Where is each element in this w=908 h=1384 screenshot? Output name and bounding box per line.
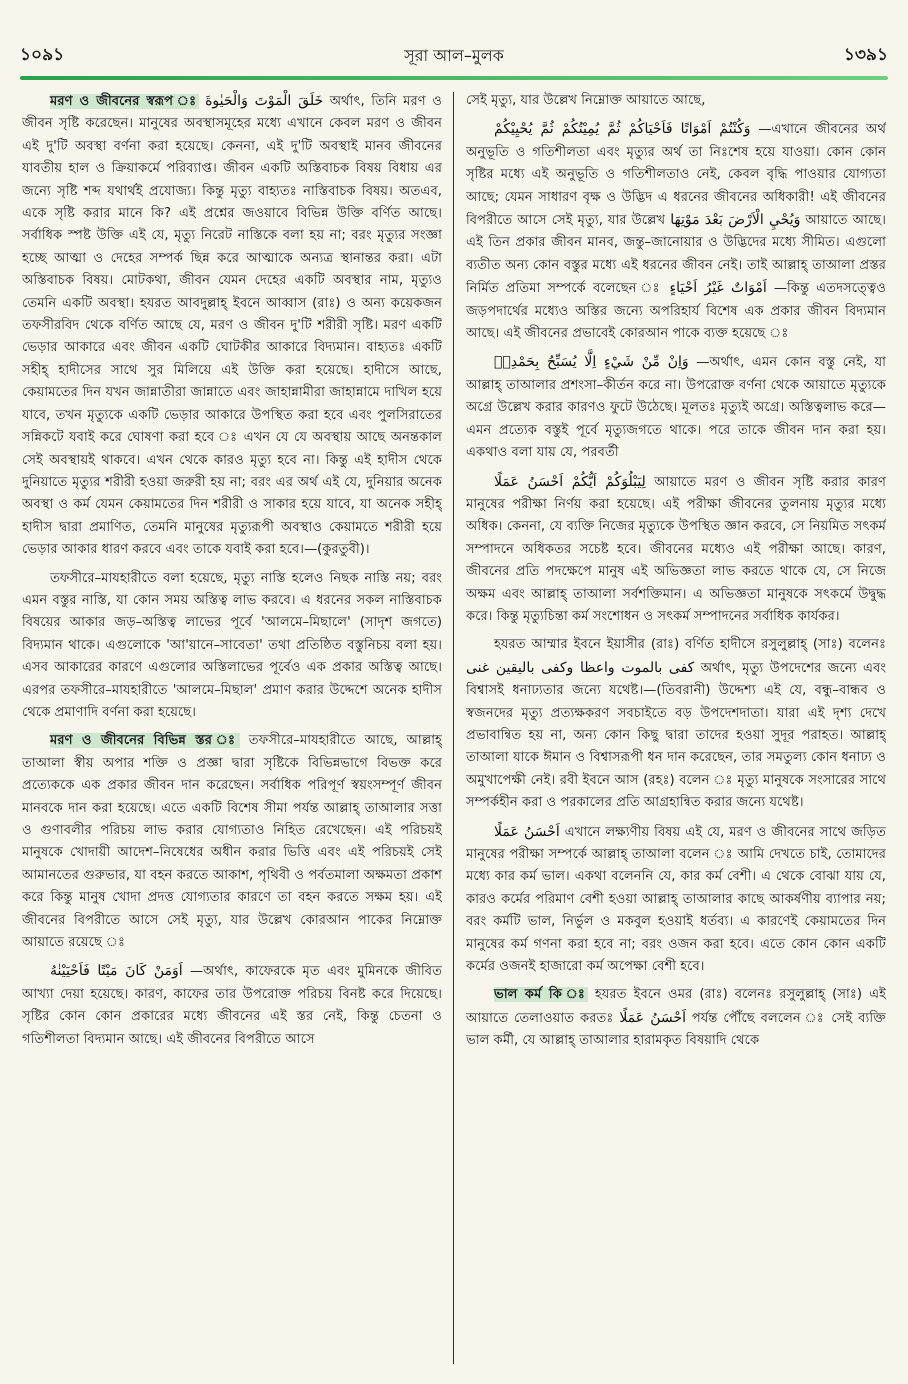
paragraph <box>22 90 442 562</box>
paragraph <box>22 568 442 725</box>
paragraph-text: আয়াতে মরণ ও জীবন সৃষ্টি করার কারণ মানুষের পরীক্ষা নির্ণয় করা হয়েছে। এই পরীক্ষা জীবনের তুলনায় মৃত্যুর মধ্যে অধিক। কেননা, যে ব্যক্তি নিজের মৃত্যুকে উপস্থিত জ্ঞান করবে, সে নিয়মিত সৎকর্ম সম্পাদনে অধিকতর সচেষ্ট হবে। জীবনের মধ্যেও এই পরীক্ষা আছে। কারণ, জীবনের প্রতি পদক্ষেপে মানুষ এই অভিজ্ঞতা লাভ করতে থাকে যে, সে নিজে অক্ষম এবং আল্লাহ্ তাআলা সর্বশক্তিমান। এ অভিজ্ঞতা মানুষকে সৎকর্মে উদ্বুদ্ধ করে। কিন্তু মৃত্যুচিন্তা কর্ম সংশোধন ও সৎকর্ম সম্পাদনের সর্বাধিক কার্যকর। <box>466 474 886 624</box>
paragraph-text: তফসীরে–মাযহারীতে আছে, আল্লাহ্ তাআলা স্বীয় অপার শক্তি ও প্রজ্ঞা দ্বারা সৃষ্টিকে বিভিন্নভাগে বিভক্ত করে প্রত্যেককে এক প্রকার জীবন দান করেছেন। সর্বাধিক পরিপূর্ণ স্বয়ংসম্পূর্ণ জীবন মানবকে দান করা হয়েছে। এতে একটি বিশেষ সীমা পর্যন্ত আল্লাহ্ তাআলার সত্তা ও গুণাবলীর পরিচয় লাভ করার যোগ্যতাও নিহিত রেখেছেন। এই পরিচয়ই মানুষকে খোদায়ী আদেশ–নিষেধের অধীন করার ভিত্তি এবং এই পরিচয়ই সেই আমানতের গুরুভার, যা বহন করতে আকাশ, পৃথিবী ও পর্বতমালা অক্ষমতা প্রকাশ করে কিন্তু মানুষ খোদা প্রদত্ত যোগ্যতার কারণে তা বহন করতে সক্ষম হয়। এই জীবনের বিপরীতে আসে সেই মৃত্যু, যার উল্লেখ কোরআন পাকের নিম্নোক্ত আয়াতে রয়েছে ঃ <box>22 733 442 951</box>
paragraph-text: —অর্থাৎ, কাফেরকে মৃত এবং মুমিনকে জীবিত আখ্যা দেয়া হয়েছে। কারণ, কাফের তার উপরোক্ত পরিচয় বিনষ্ট করে দিয়েছে। সৃষ্টির কোন কোন প্রকারের মধ্যে জীবনের এই স্তর নেই, কিন্তু চেতনা ও গতিশীলতা বিদ্যমান আছে। এই জীবনের বিপরীতে আসে <box>22 964 442 1047</box>
paragraph-text: সেই মৃত্যু, যার উল্লেখ নিম্নোক্ত আয়াতে আছে, <box>466 93 706 108</box>
surah-title: সূরা আল–মুলক <box>404 45 504 65</box>
section-heading: মরণ ও জীবনের বিভিন্ন স্তর ঃ <box>50 733 240 749</box>
arabic-verse: خَلَقَ الْمَوْتَ وَالْحَيٰوةَ <box>205 93 324 109</box>
paragraph-text: —এখানে জীবনের অর্থ অনুভূতি ও গতিশীলতা এবং মৃত্যুর অর্থ তা নিঃশেষ হয়ে যাওয়া। কোন কোন সৃষ্টির মধ্যে এই অনুভূতি ও গতিশীলতাও নেই, কেবল বৃদ্ধি পাওয়ার যোগ্যতা আছে; যেমন সাধারণ বৃক্ষ ও উদ্ভিদ এ ধরনের জীবনের অধিকারী! এই জীবনের বিপরীতে আসে সেই মৃত্যু, যার উল্লেখ <box>466 122 886 229</box>
arabic-verse: اَحْسَنُ عَمَلًا <box>619 1009 686 1026</box>
paragraph-text: এখানে লক্ষ্যণীয় বিষয় এই যে, মরণ ও জীবনের সাথে জড়িত মানুষের পরীক্ষা সম্পর্কে আল্লাহ্ তাআলা বলেন ঃ আমি দেখতে চাই, তোমাদের মধ্যে কার কর্ম ভাল। একথা বলেননি যে, কার কর্ম বেশী। এ থেকে বোঝা যায় যে, কারও কর্মের পরিমাণ বেশী হওয়া আল্লাহ্ তাআলার কাছে আকর্ষণীয় ব্যাপার নয়; বরং কর্মটি ভাল, নির্ভুল ও মকবুল হওয়াই ধর্তব্য। এ কারণেই কেয়ামতের দিন মানুষের কর্ম গণনা করা হবে না; বরং ওজন করা হবে। এতে কোন কোন একটি কর্মের ওজনই হাজারো কর্ম অপেক্ষা বেশী হবে। <box>466 824 886 975</box>
paragraph-text: অর্থাৎ, তিনি মরণ ও জীবন সৃষ্টি করেছেন। মানুষের অবস্থাসমূহের মধ্যে এখানে কেবল মরণ ও জীবন এই দু'টি অবস্থা বর্ণনা করা হয়েছে। কেননা, এই দু'টি অবস্থাই মানব জীবনের যাবতীয় হাল ও ক্রিয়াকর্মে পরিব্যাপ্ত। জীবন একটি অস্তিবাচক বিষয় বিধায় এর জন্যে সৃষ্টি শব্দ যথার্থই প্রযোজ্য। কিন্তু মৃত্যু বাহ্যতঃ নাস্তিবাচক বিষয়। অতএব, একে সৃষ্টি করার মানে কি? এই প্রশ্নের জওয়াবে বিভিন্ন উক্তি বর্ণিত আছে। সর্বাধিক স্পষ্ট উক্তি এই যে, মৃত্যু নিরেট নাস্তিকে বলা হয় না; বরং মৃত্যুর সংজ্ঞা হচ্ছে আত্মা ও দেহের সম্পর্ক ছিন্ন করে আত্মাকে অন্যত্র স্থানান্তর করা। এটা অস্তিবাচক বিষয়। মোটকথা, জীবন যেমন দেহের একটি অবস্থার নাম, মৃত্যুও তেমনি একটি অবস্থা। হযরত আবদুল্লাহ্ ইবনে আব্বাস (রাঃ) ও অন্য কয়েকজন তফসীরবিদ থেকে বর্ণিত আছে যে, মরণ ও জীবন দু'টি শরীরী সৃষ্টি। মরণ একটি ভেড়ার আকারে এবং জীবন একটি ঘোটকীর আকারে বিদ্যমান। বাহ্যতঃ একটি সহীহ্ হাদীসের সাথে সুর মিলিয়ে এই উক্তি করা হয়েছে। হাদীসে আছে, কেয়ামতের দিন যখন জান্নাতীরা জান্নাতে এবং জাহান্নামীরা জাহান্নামে দাখিল হয়ে যাবে, তখন মৃত্যুকে একটি ভেড়ার আকারে উপস্থিত করা হবে এবং পুলসিরাতের সন্নিকটে যবাই করে ঘোষণা করা হবে ঃ এখন যে যে অবস্থায় আছে অনন্তকাল সেই অবস্থায়ই থাকবে। এখন থেকে কারও মৃত্যু হবে না। কিন্তু এই হাদীস থেকে দুনিয়াতে মৃত্যুর শরীরী হওয়া জরুরী হয় না; বরং এর অর্থ এই যে, দুনিয়ার অনেক অবস্থা ও কর্ম যেমন কেয়ামতের দিন শরীরী ও সাকার হয়ে যাবে, যা অনেক সহীহ্ হাদীস দ্বারা প্রমাণিত, তেমনি মানুষের মৃত্যুরূপী অবস্থাও কেয়ামতে শরীরী হয়ে ভেড়ার আকার ধারণ করবে এবং তাকে যবাই করা হবে।—(কুরতুবী)। <box>22 94 442 558</box>
paragraph <box>466 471 886 629</box>
section-heading: মরণ ও জীবনের স্বরূপ ঃ <box>50 94 199 109</box>
left-page-number: ১০৯১ <box>20 45 65 65</box>
paragraph <box>22 960 442 1051</box>
paragraph <box>466 90 886 112</box>
arabic-verse: وَيُحْيِ الْاَرْضَ بَعْدَ مَوْتِهَا <box>670 212 801 229</box>
paragraph-text: পর্যন্ত পৌঁছে বললেন ঃ সেই ব্যক্তি ভাল কর্মী, যে আল্লাহ্ তাআলার হারামকৃত বিষয়াদি থেকে <box>466 1010 886 1049</box>
left-column <box>22 90 442 1370</box>
paragraph <box>466 821 886 979</box>
right-page-number: ১৩৯১ <box>843 45 888 65</box>
arabic-verse: اَمْوَاتٌ غَيْرُ اَحْيَاءٍ <box>669 280 767 297</box>
arabic-hadith: كفى بالموت واعظا وكفى باليقين غنى <box>466 659 695 676</box>
paragraph-text: তফসীরে–মাযহারীতে বলা হয়েছে, মৃত্যু নাস্তি হলেও নিছক নাস্তি নয়; বরং এমন বস্তুর নাস্তি, যা কোন সময় অস্তিত্ব লাভ করবে। এ ধরনের সকল নাস্তিবাচক বিষয়ের আকার জড়–অস্তিত্ব লাভের পূর্বে 'আলমে–মিছালে' (সাদৃশ জগতে) বিদ্যমান থাকে। এগুলোকে 'আ'য়ানে–সাবেতা' তথা প্রতিষ্ঠিত বস্তুনিচয় বলা হয়। এসব আকারের কারণে এগুলোর অস্তিলাভের পূর্বেও এক প্রকার অস্তিত্ব আছে। এরপর তফসীরে–মাযহারীতে 'আলমে–মিছাল' প্রমাণ করার উদ্দেশে অনেক হাদীস থেকে প্রমাণাদি বর্ণনা করা হয়েছে। <box>22 570 442 720</box>
paragraph-text: হযরত ইবনে ওমর (রাঃ) বলেনঃ রসুলুল্লাহ্ (সাঃ) এই আয়াতে তেলাওয়াত করতঃ <box>466 987 886 1026</box>
arabic-verse: وَكُنْتُمْ اَمْوَاتًا فَاَحْيَاكُمْ ثُمَّ يُمِيْتُكُمْ ثُمَّ يُحْيِيْكُمْ <box>494 121 751 138</box>
arabic-verse: اَحْسَنُ عَمَلًا <box>494 823 560 840</box>
arabic-verse: وَاِنْ مِّنْ شَيْءٍ اِلَّا يُسَبِّحُ بِحَمْدِهٖ <box>494 354 689 371</box>
right-column <box>466 90 886 1370</box>
paragraph <box>22 730 442 954</box>
paragraph-text: অর্থাৎ, মৃত্যু উপদেশের জন্যে এবং বিশ্বাসই ধনাঢ্যতার জন্যে যথেষ্ট।—(তিবরানী) উদ্দেশ্য এই যে, বন্ধু–বান্ধব ও স্বজনদের মৃত্যু প্রত্যক্ষকরণ সবচাইতে বড় উপদেশদাতা। যারা এই দৃশ্য দেখে প্রভাবান্বিত হয় না, অন্য কোন কিছু দ্বারা তাদের হওয়া সুদূর পরাহত। আল্লাহ্ তাআলা যাকে ঈমান ও বিশ্বাসরূপী ধন দান করেছেন, তার সমতুল্য কোন ধনাঢ্য ও অমুখাপেক্ষী নেই। রবী ইবনে আস (রহঃ) বলেন ঃ মৃত্যু মানুষকে সংসারের সাথে সম্পর্কহীন করা ও পরকালের প্রতি আগ্রহান্বিত করার জন্যে যথেষ্ট। <box>466 660 886 811</box>
page-header <box>20 38 888 74</box>
column-divider <box>453 92 454 1364</box>
paragraph-text: —অর্থাৎ, এমন কোন বস্তু নেই, যা আল্লাহ্ তাআলার প্রশংসা–কীর্তন করে না। উপরোক্ত বর্ণনা থেকে আয়াতে মৃত্যুকে অগ্রে উল্লেখ করার কারণও ফুটে উঠেছে। মূলতঃ মৃত্যুই অগ্রে। অস্তিত্বলাভ করে—এমন প্রত্যেক বস্তুই পূর্বে মৃত্যুজগতে থাকে। পরে তাকে জীবন দান করা হয়। একথাও বলা যায় যে, পরবর্তী <box>466 355 886 461</box>
arabic-verse: لِيَبْلُوَكُمْ اَيُّكُمْ اَحْسَنُ عَمَلًا <box>494 473 646 490</box>
paragraph <box>466 634 886 814</box>
paragraph <box>466 984 886 1052</box>
section-heading: ভাল কর্ম কি ঃ <box>494 987 588 1003</box>
paragraph-text: —কিন্তু এতদসত্ত্বেও জড়পদার্থের মধ্যেও অস্তির জন্যে অপরিহার্য বিশেষ এক প্রকার জীবন বিদ্যমান আছে। এই জীবনের প্রভাবেই কোরআন পাকে ব্যক্ত হয়েছে ঃ <box>466 281 886 342</box>
header-rule <box>20 76 888 80</box>
paragraph <box>466 351 886 464</box>
arabic-verse: اَوَمَنْ كَانَ مَيْتًا فَاَحْيَيْنٰهُ <box>50 963 183 980</box>
paragraph <box>466 118 886 345</box>
paragraph-text: হযরত আম্মার ইবনে ইয়াসীর (রাঃ) বর্ণিত হাদীসে রসুলুল্লাহ্ (সাঃ) বলেনঃ <box>494 637 886 653</box>
paragraph-text: আয়াতে আছে। এই তিন প্রকার জীবন মানব, জন্তু–জানোয়ার ও উদ্ভিদের মধ্যে সীমিত। এগুলো ব্যতীত অন্য কোন বস্তুর মধ্যে এই ধরনের জীবন নেই। তাই আল্লাহ্ তাআলা প্রস্তর নির্মিত প্রতিমা সম্পর্কে বলেছেন ঃ <box>466 213 886 297</box>
